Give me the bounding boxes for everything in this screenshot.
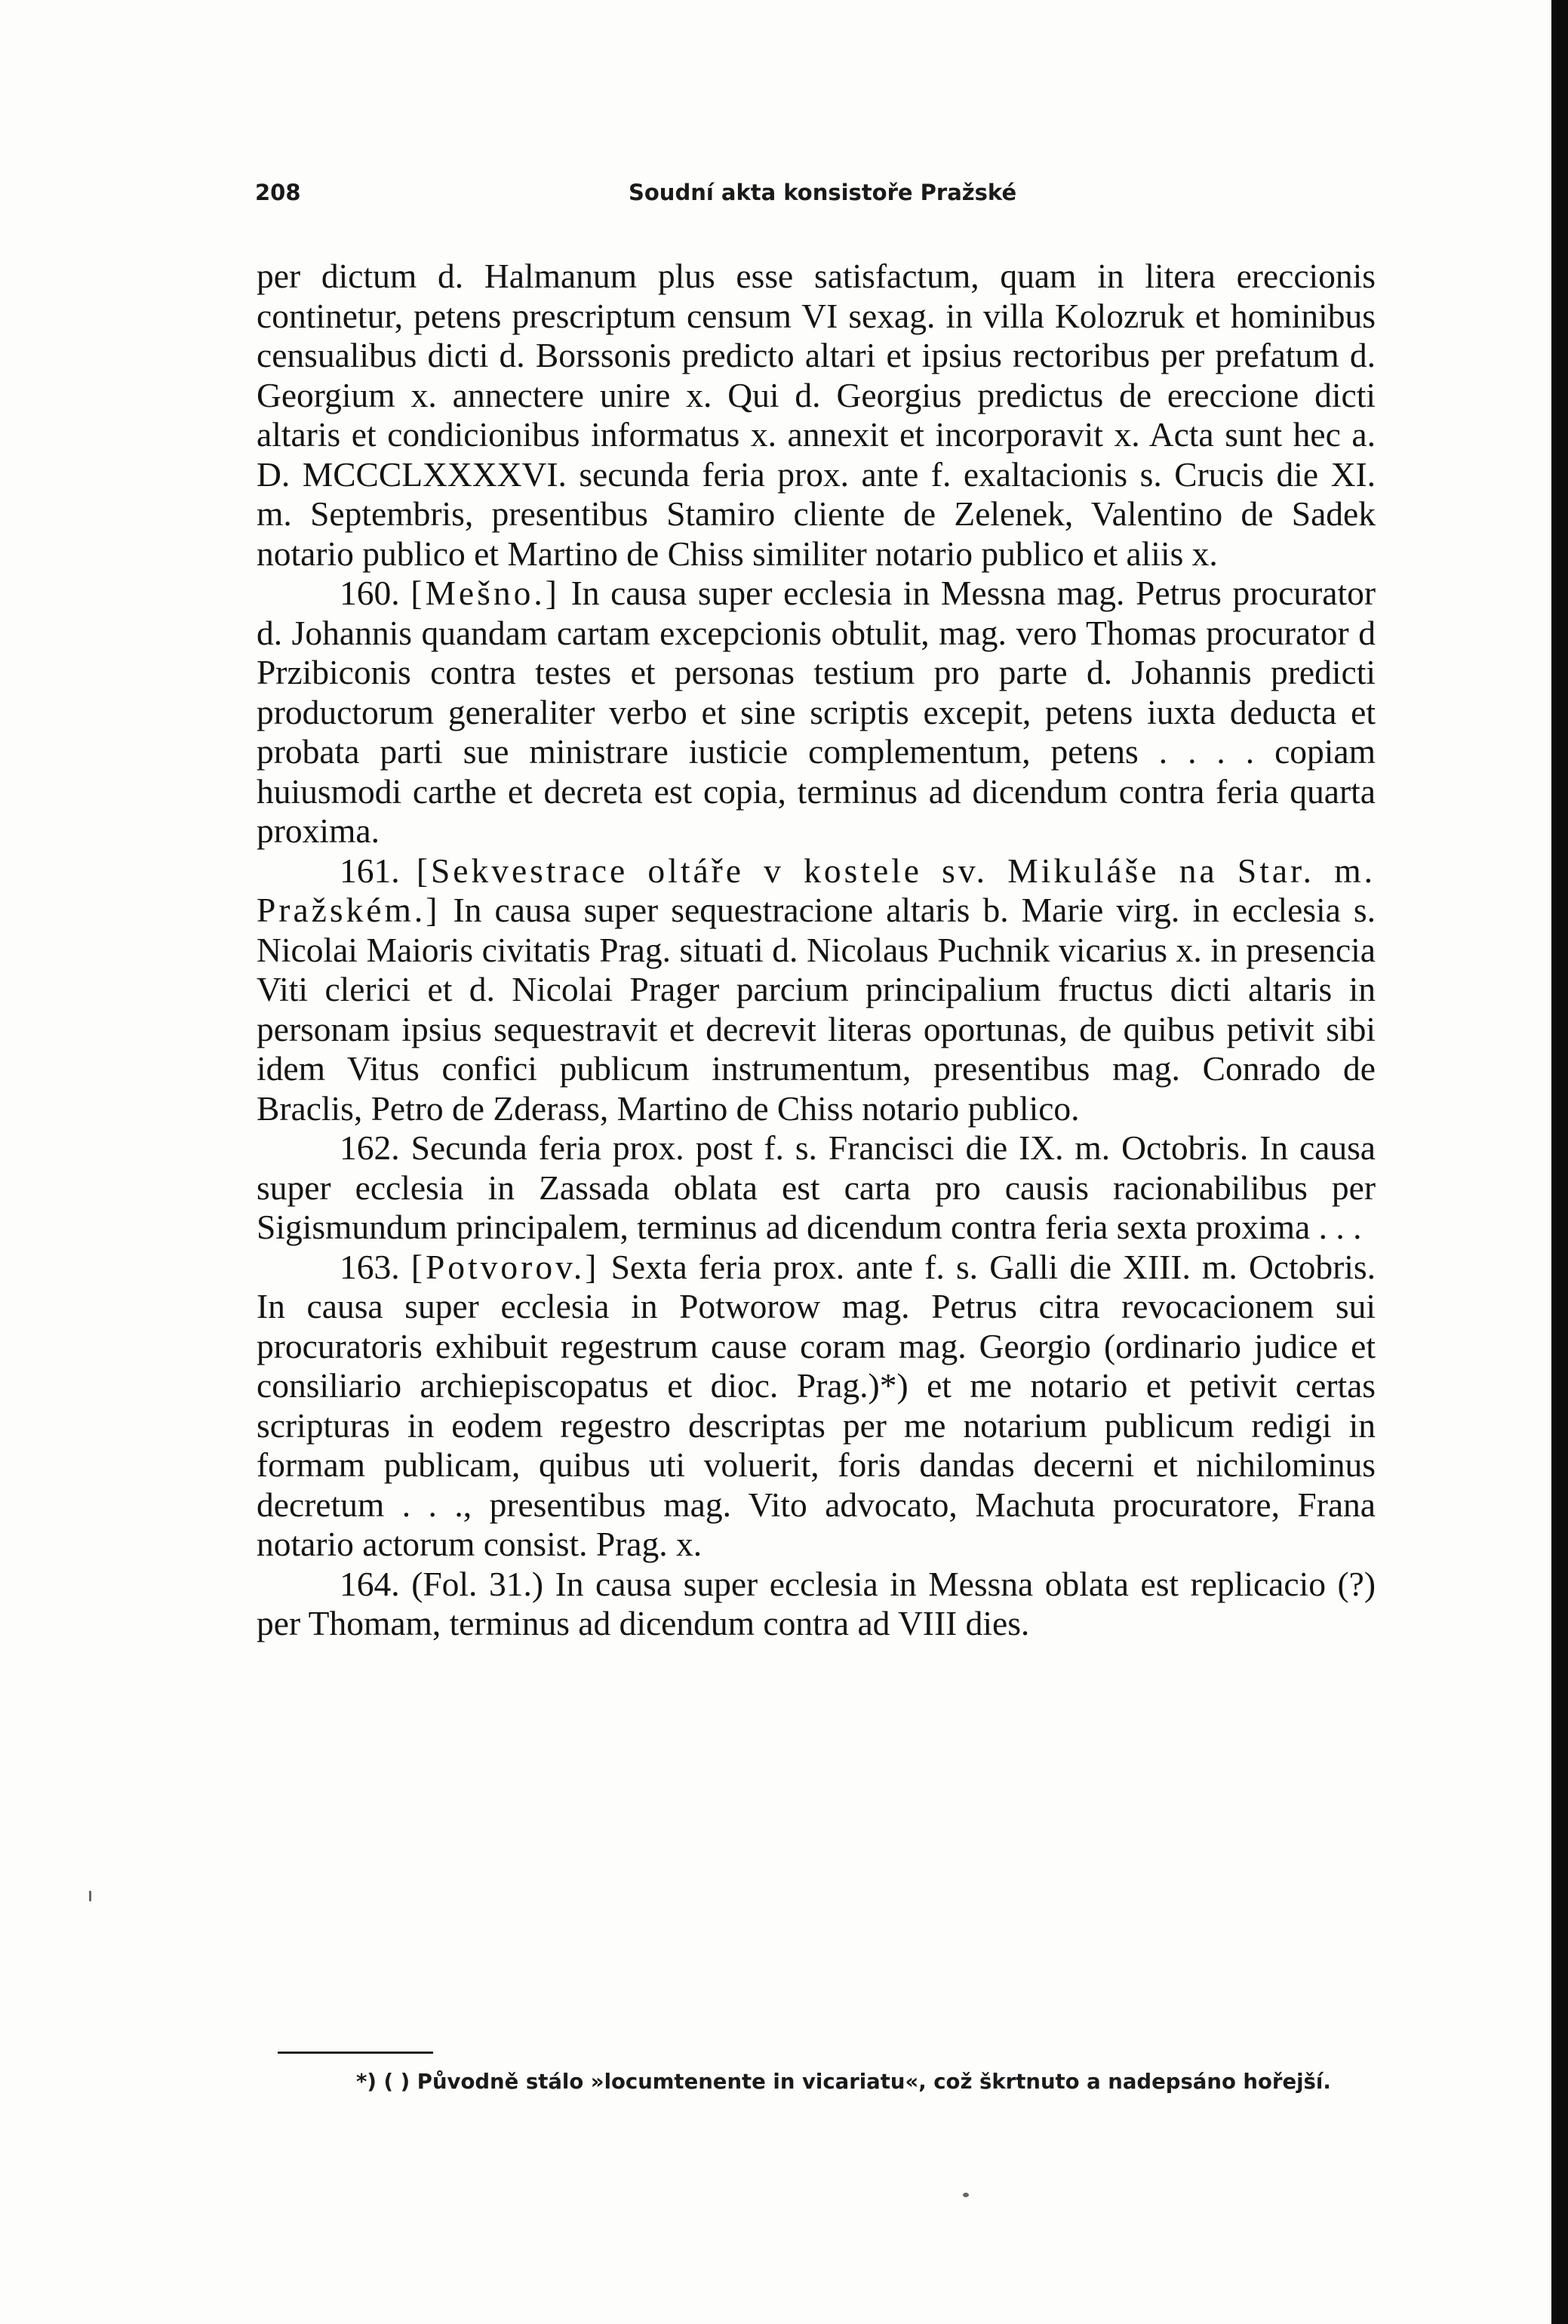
body-text — [257, 257, 1376, 1644]
entry-164 — [257, 1565, 1376, 1644]
entry-160 — [257, 574, 1376, 851]
scan-edge — [1551, 0, 1568, 2324]
paragraph-continuation — [257, 257, 1376, 574]
entry-text: In causa super ecclesia in Messna oblata est replicacio (?) per Thomam, terminus ad dicendum contra ad VIII dies. — [257, 1564, 1376, 1642]
entry-163 — [257, 1248, 1376, 1565]
entry-place-heading: [Sekvestrace oltáře v kostele sv. Mikuláše na Star. m. Pražském.] — [257, 851, 1376, 929]
entry-number: 161. — [340, 851, 400, 890]
paragraph-text: per dictum d. Halmanum plus esse satisfactum, quam in litera ereccionis continetur, petens prescriptum censum VI sexag. in villa Kolozruk et hominibus censualibus dicti d. Borssonis predicto altari et ipsius rectoribus per prefatum d. Georgium x. annectere unire x. Qui d. Georgius predictus de ereccione dicti altaris et condicionibus informatus x. annexit et incorporavit x. Acta sunt hec a. D. MCCCLXXXXVI. secunda feria prox. ante f. exaltacionis s. Crucis die XI. m. Septembris, presentibus Stamiro cliente de Zelenek, Valentino de Sadek notario publico et Martino de Chiss similiter notario publico et aliis x. — [257, 257, 1376, 573]
entry-place-heading: [Potvorov.] — [410, 1247, 600, 1286]
scan-speck — [963, 2193, 969, 2197]
entry-text: In causa super sequestracione altaris b. Marie virg. in ecclesia s. Nicolai Maioris civitatis Prag. situati d. Nicolaus Puchnik vicarius x. in presencia Viti clerici et d. Nicolai Prager parcium principalium fructus dicti altaris in personam ipsius sequestravit et decrevit literas oportunas, de quibus petivit sibi idem Vitus confici publicum instrumentum, presentibus mag. Conrado de Braclis, Petro de Zderass, Martino de Chiss notario publico. — [257, 891, 1376, 1128]
footnote-rule — [278, 2052, 433, 2054]
entry-number: 163. — [340, 1247, 400, 1286]
entry-number: 164. — [340, 1564, 400, 1603]
running-title: Soudní akta konsistoře Pražské — [629, 180, 1017, 205]
entry-text: Sexta feria prox. ante f. s. Galli die XIII. m. Octobris. In causa super ecclesia in Potworow mag. Petrus citra revocacionem sui procuratoris exhibuit regestrum cause coram mag. Georgio (ordinario judice et consiliario archiepiscopatus et dioc. Prag.)*) et me notario et petivit certas scripturas in eodem regestro descriptas per me notarium publicum redigi in formam publicam, quibus uti voluerit, foris dandas decerni et nichilominus decretum . . ., presentibus mag. Vito advocato, Machuta procuratore, Frana notario actorum consist. Prag. x. — [257, 1247, 1376, 1563]
entry-text: Secunda feria prox. post f. s. Francisci die IX. m. Octobris. In causa super ecclesia in Zassada oblata est carta pro causis racionabilibus per Sigismundum principalem, terminus ad dicendum contra feria sexta proxima . . . — [257, 1128, 1376, 1246]
entry-number: 162. — [340, 1128, 400, 1167]
footnote: *) ( ) Původně stálo »locumtenente in vicariatu«, což škrtnuto a nadepsáno hořejší. — [356, 2070, 1331, 2094]
running-head — [255, 180, 1387, 217]
page-number: 208 — [255, 180, 301, 205]
folio-reference: (Fol. 31.) — [411, 1564, 543, 1603]
entry-number: 160. — [340, 574, 400, 612]
entry-162 — [257, 1128, 1376, 1248]
scan-speck — [89, 1891, 91, 1901]
entry-161 — [257, 851, 1376, 1129]
entry-text: In causa super ecclesia in Messna mag. Petrus procurator d. Johannis quandam cartam excepcionis obtulit, mag. vero Thomas procurator d Przibiconis contra testes et personas testium pro parte d. Johannis predicti productorum generaliter verbo et sine scriptis excepit, petens iuxta deducta et probata parti sue ministrare iusticie complementum, petens . . . . copiam huiusmodi carthe et decreta est copia, terminus ad dicendum contra feria quarta proxima. — [257, 574, 1376, 850]
entry-place-heading: [Mešno.] — [410, 574, 560, 612]
